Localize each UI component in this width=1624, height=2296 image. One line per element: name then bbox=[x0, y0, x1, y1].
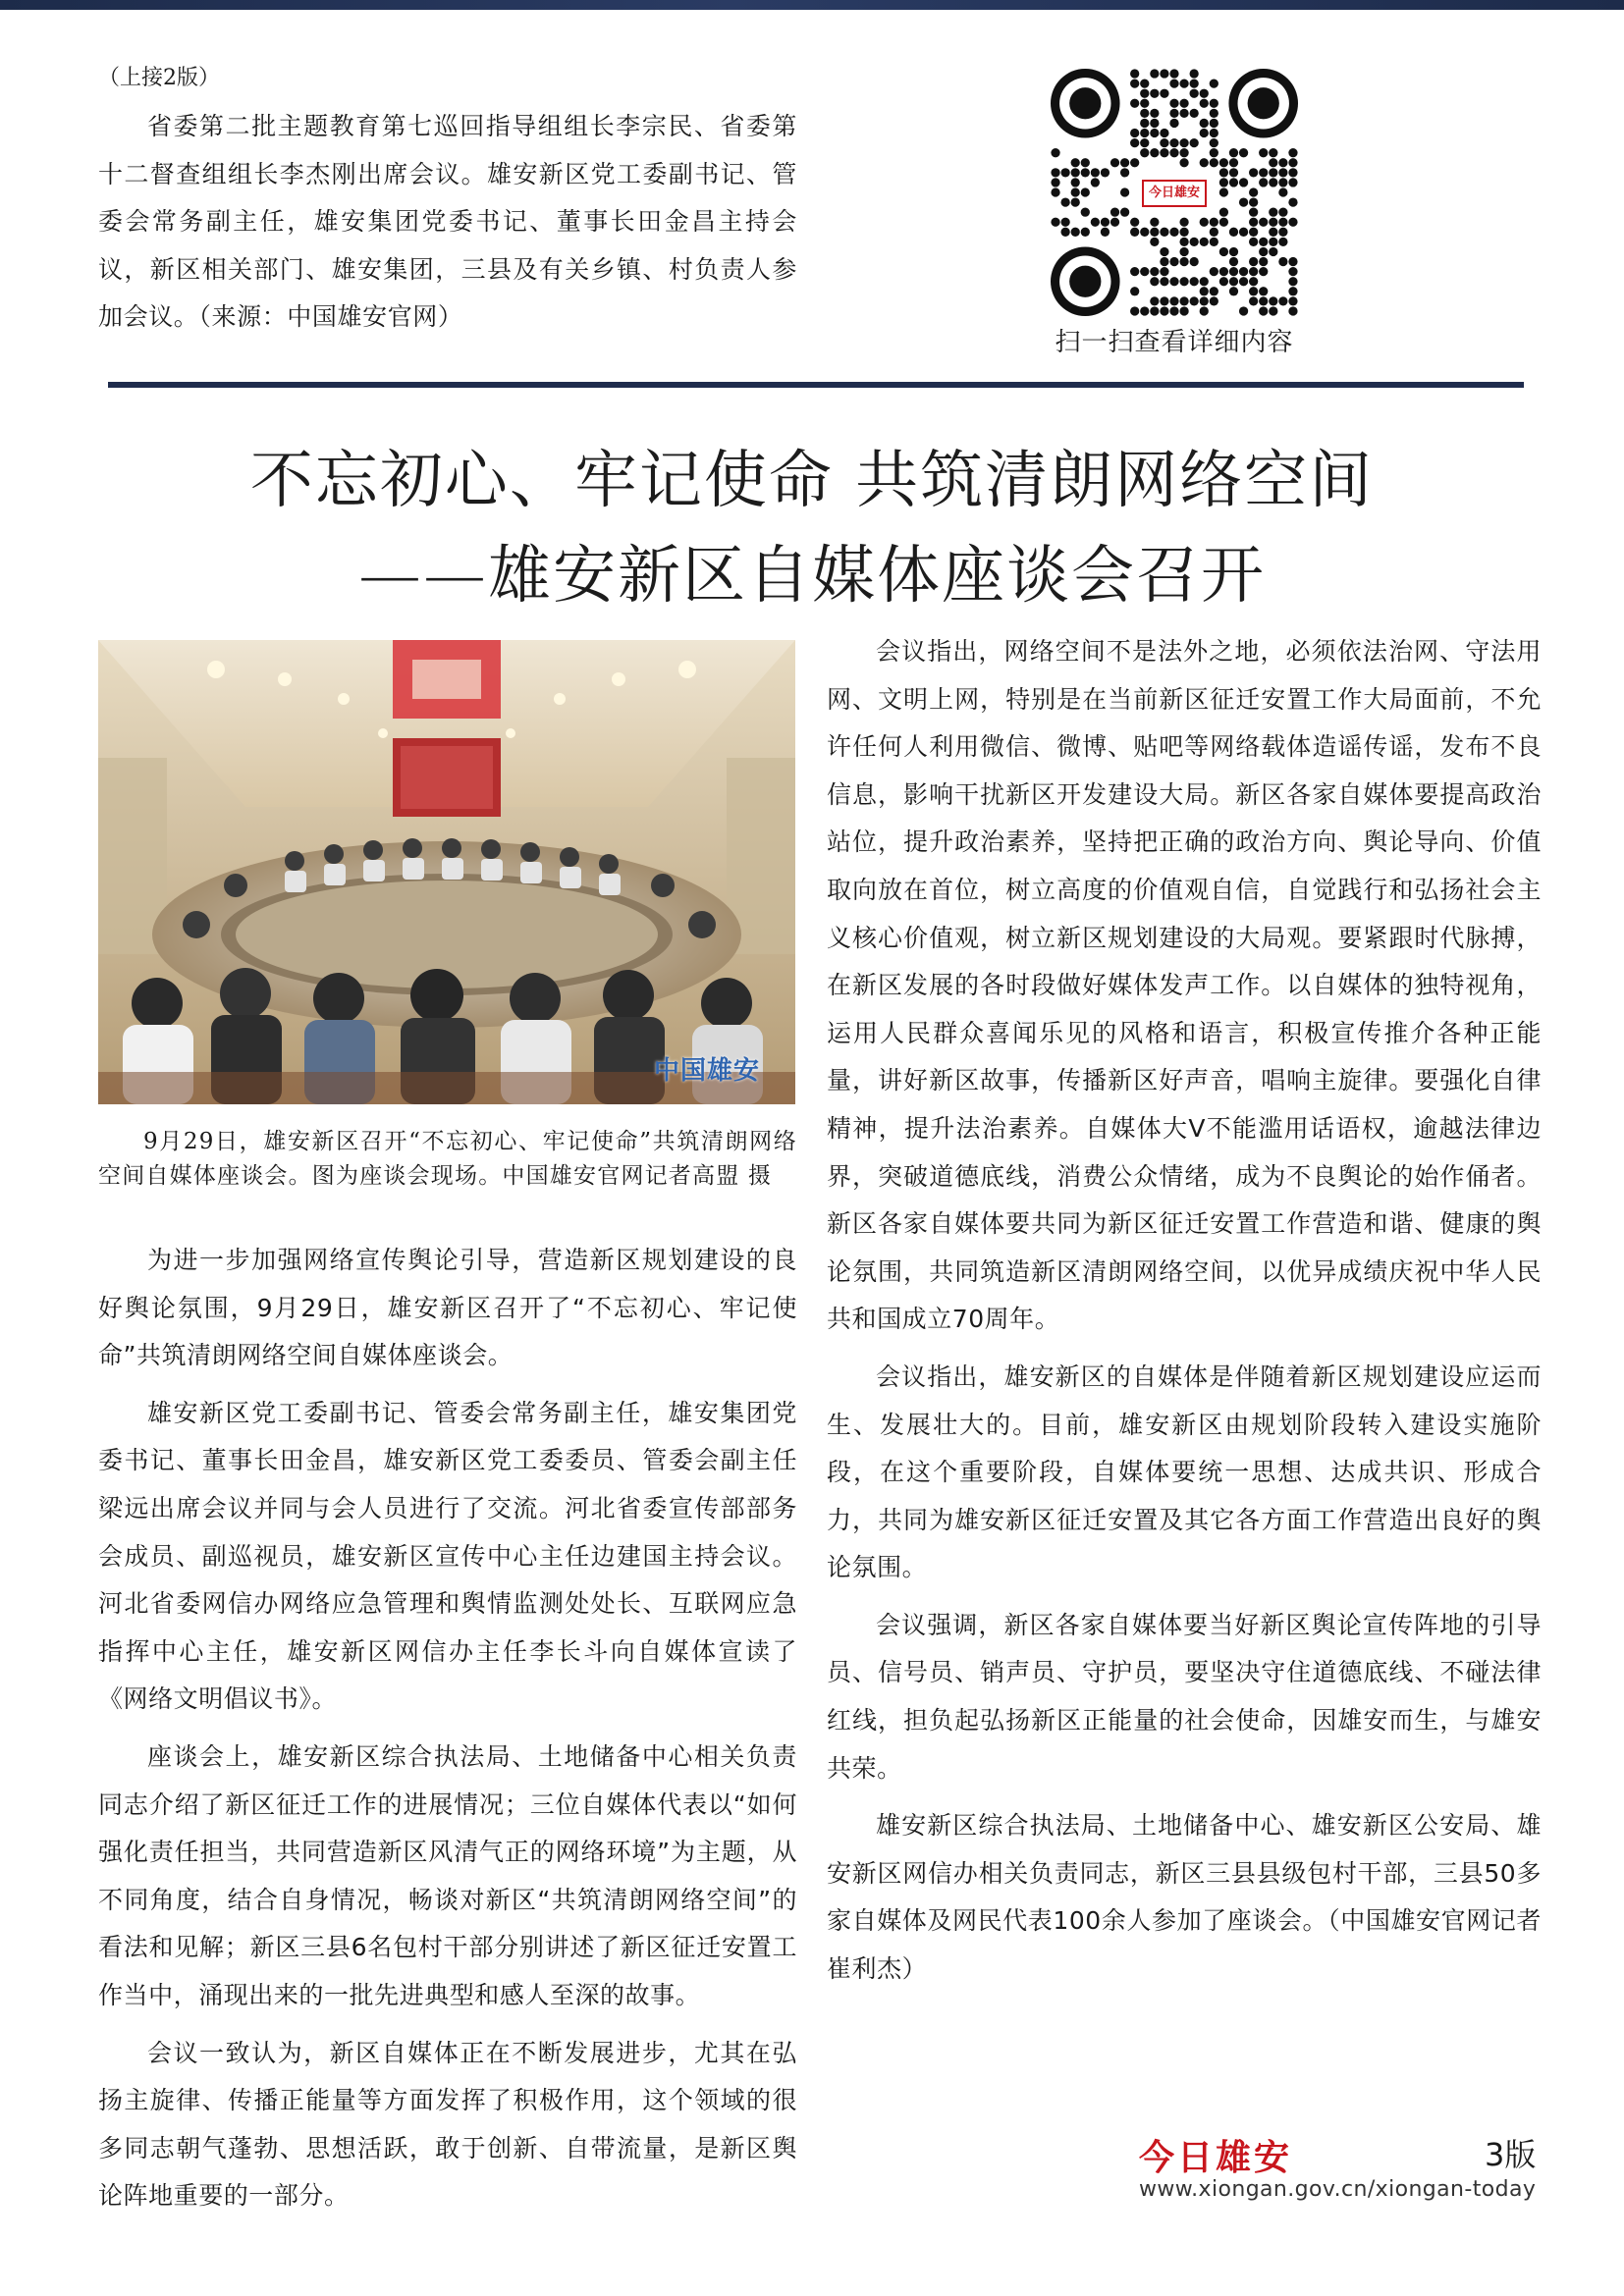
qr-caption: 扫一扫查看详细内容 bbox=[1055, 328, 1294, 357]
paragraph: 会议指出，雄安新区的自媒体是伴随着新区规划建设应运而生、发展壮大的。目前，雄安新区由规划阶段转入建设实施阶段，在这个重要阶段，自媒体要统一思想、达成共识、形成合力，共同为雄安新区征迁安置及其它各方面工作营造出良好的舆论氛围。 bbox=[827, 1362, 1542, 1582]
footer-url[interactable]: www.xiongan.gov.cn/xiongan-today bbox=[1139, 2177, 1537, 2202]
article-subtitle: ——雄安新区自媒体座谈会召开 bbox=[358, 540, 1266, 613]
article-column-right bbox=[827, 628, 1542, 2003]
photo-watermark: 中国雄安 bbox=[653, 1056, 760, 1086]
top-color-bar bbox=[0, 0, 1624, 10]
continued-section bbox=[98, 61, 797, 342]
qr-block bbox=[1041, 69, 1316, 358]
paragraph: 会议指出，网络空间不是法外之地，必须依法治网、守法用网、文明上网，特别是在当前新区征迁安置工作大局面前，不允许任何人利用微信、微博、贴吧等网络载体造谣传谣，发布不良信息，影响干扰新区开发建设大局。新区各家自媒体要提高政治站位，提升政治素养，坚持把正确的政治方向、舆论导向、价值取向放在首位，树立高度的价值观自信，自觉践行和弘扬社会主义核心价值观，树立新区规划建设的大局观。要紧跟时代脉搏，在新区发展的各时段做好媒体发声工作。以自媒体的独特视角，运用人民群众喜闻乐见的风格和语言，积极宣传推介各种正能量，讲好新区故事，传播新区好声音，唱响主旋律。要强化自律精神，提升法治素养。自媒体大V不能滥用话语权，逾越法律边界，突破道德底线，消费公众情绪，成为不良舆论的始作俑者。新区各家自媒体要共同为新区征迁安置工作营造和谐、健康的舆论氛围，共同筑造新区清朗网络空间，以优异成绩庆祝中华人民共和国成立70周年。 bbox=[827, 637, 1542, 1334]
paragraph: 雄安新区综合执法局、土地储备中心、雄安新区公安局、雄安新区网信办相关负责同志，新区三县县级包村干部，三县50多家自媒体及网民代表100余人参加了座谈会。（中国雄安官网记者 崔利杰） bbox=[827, 1811, 1542, 1984]
meeting-photo bbox=[98, 640, 795, 1104]
paragraph: 为进一步加强网络宣传舆论引导，营造新区规划建设的良好舆论氛围，9月29日，雄安新区召开了“不忘初心、牢记使命”共筑清朗网络空间自媒体座谈会。 bbox=[98, 1246, 797, 1370]
paragraph: 雄安新区党工委副书记、管委会常务副主任，雄安集团党委书记、董事长田金昌，雄安新区党工委委员、管委会副主任梁远出席会议并同与会人员进行了交流。河北省委宣传部部务会成员、副巡视员，雄安新区宣传中心主任边建国主持会议。河北省委网信办网络应急管理和舆情监测处处长、互联网应急指挥中心主任，雄安新区网信办主任李长斗向自媒体宣读了《网络文明倡议书》。 bbox=[98, 1398, 797, 1714]
paragraph: 会议强调，新区各家自媒体要当好新区舆论宣传阵地的引导员、信号员、销声员、守护员，要坚决守住道德底线、不碰法律红线，担负起弘扬新区正能量的社会使命，因雄安而生，与雄安共荣。 bbox=[827, 1610, 1542, 1783]
page-number: 3版 bbox=[1485, 2136, 1537, 2173]
paragraph: 会议一致认为，新区自媒体正在不断发展进步，尤其在弘扬主旋律、传播正能量等方面发挥了积极作用，这个领域的很多同志朝气蓬勃、思想活跃，敢于创新、自带流量，是新区舆论阵地重要的一部分。 bbox=[98, 2038, 797, 2211]
article-title: 不忘初心、牢记使命 共筑清朗网络空间 bbox=[249, 445, 1375, 517]
qr-code[interactable] bbox=[1051, 69, 1298, 316]
paragraph: 座谈会上，雄安新区综合执法局、土地储备中心相关负责同志介绍了新区征迁工作的进展情况；三位自媒体代表以“如何强化责任担当，共同营造新区风清气正的网络环境”为主题，从不同角度，结合自身情况，畅谈对新区“共筑清朗网络空间”的看法和见解；新区三县6名包村干部分别讲述了新区征迁安置工作当中，涌现出来的一批先进典型和感人至深的故事。 bbox=[98, 1741, 797, 2009]
meeting-photo-illustration bbox=[98, 640, 795, 1104]
continued-text: 省委第二批主题教育第七巡回指导组组长李宗民、省委第十二督查组组长李杰刚出席会议。雄安新区党工委副书记、管委会常务副主任，雄安集团党委书记、董事长田金昌主持会议，新区相关部门、雄安集团，三县及有关乡镇、村负责人参加会议。（来源：中国雄安官网） bbox=[98, 112, 797, 331]
article-column-left bbox=[98, 1237, 797, 2230]
footer-logo: 今日雄安 bbox=[1139, 2137, 1293, 2178]
photo-caption: 9月29日，雄安新区召开“不忘初心、牢记使命”共筑清朗网络空间自媒体座谈会。图为座谈会现场。中国雄安官网记者高盟 摄 bbox=[98, 1129, 797, 1189]
continued-label: （上接2版） bbox=[98, 66, 220, 90]
qr-logo: 今日雄安 bbox=[1142, 180, 1207, 207]
section-divider bbox=[108, 382, 1524, 388]
